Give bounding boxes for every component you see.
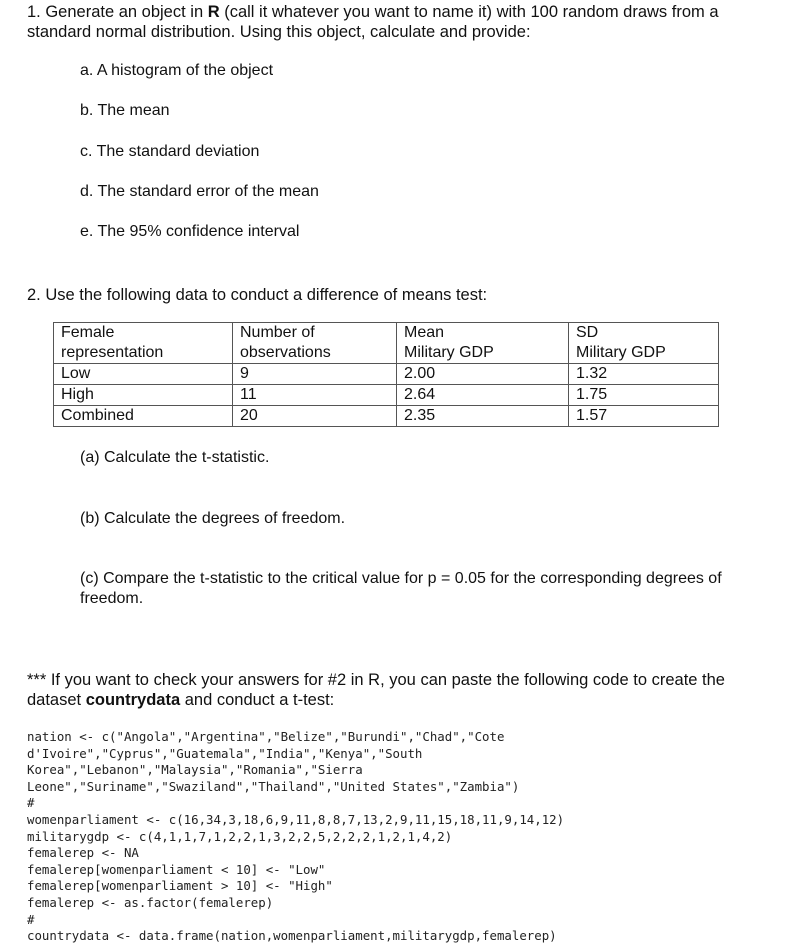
r-code-block [27,729,564,945]
table-cell: 2.64 [397,385,569,406]
code-line: nation <- c("Angola","Argentina","Belize","Burundi","Chad","Cote [27,729,505,744]
question-2-part-c: (c) Compare the t-statistic to the critical value for p = 0.05 for the corresponding degrees of freedom. [80,570,722,607]
table-cell: High [54,385,233,406]
code-line: Korea","Lebanon","Malaysia","Romania","Sierra [27,762,363,778]
table-cell: 2.00 [397,364,569,385]
code-line: militarygdp <- c(4,1,1,7,1,2,2,1,3,2,2,5,2,2,2,1,2,1,4,2) [27,828,453,844]
question-1-item-c: c. The standard deviation [80,143,260,160]
question-2-part-a: (a) Calculate the t-statistic. [80,449,270,466]
note-text-rest: and conduct a t-test: [180,691,335,709]
table-cell: Combined [54,406,233,427]
check-answers-note [27,670,772,710]
code-line: femalerep <- NA [27,845,139,861]
question-1-item-e: e. The 95% confidence interval [80,223,300,240]
question-2-intro: 2. Use the following data to conduct a difference of means test: [27,286,488,304]
table-cell: 20 [233,406,397,427]
table-cell: 9 [233,364,397,385]
note-dataset-name: countrydata [85,691,181,709]
header-number-of-observations: Number of observations [233,323,397,364]
note-text: *** If you want to check your answers for #2 in R, you can paste the following code to create the dataset [27,671,725,709]
question-1-text-rest: (call it whatever you want to name it) with 100 random draws from a standard normal distribution. Using this object, calculate and provide: [27,3,719,41]
header-sd-military-gdp: SD Military GDP [569,323,719,364]
table-row [54,406,719,427]
table-cell: 1.75 [569,385,719,406]
question-1-item-d: d. The standard error of the mean [80,183,319,200]
table-header-row [54,323,719,364]
code-line: # [27,911,35,927]
code-line: Leone","Suriname","Swaziland","Thailand","United States","Zambia") [27,778,520,794]
code-line: femalerep[womenparliament > 10] <- "High" [27,878,333,894]
question-1-bold-r: R [207,3,220,21]
header-mean-military-gdp: Mean Military GDP [397,323,569,364]
code-line: femalerep <- as.factor(femalerep) [27,894,274,910]
question-1-text: 1. Generate an object in [27,3,208,21]
question-1 [27,2,772,42]
table-row [54,385,719,406]
table-cell: 2.35 [397,406,569,427]
code-line: countrydata <- data.frame(nation,womenparliament,militarygdp,femalerep) [27,928,557,944]
question-2-part-b: (b) Calculate the degrees of freedom. [80,510,346,527]
question-1-item-b: b. The mean [80,102,170,119]
code-line: femalerep[womenparliament < 10] <- "Low" [27,861,326,877]
table-cell: 1.57 [569,406,719,427]
table-row [54,364,719,385]
data-table [53,322,719,427]
table-cell: 11 [233,385,397,406]
table-cell: 1.32 [569,364,719,385]
question-1-item-a: a. A histogram of the object [80,62,274,79]
code-line: # [27,795,35,811]
table-cell: Low [54,364,233,385]
code-line: d'Ivoire","Cyprus","Guatemala","India","Kenya","South [27,745,423,761]
code-line: womenparliament <- c(16,34,3,18,6,9,11,8,8,7,13,2,9,11,15,18,11,9,14,12) [27,811,565,827]
header-female-representation: Female representation [54,323,233,364]
